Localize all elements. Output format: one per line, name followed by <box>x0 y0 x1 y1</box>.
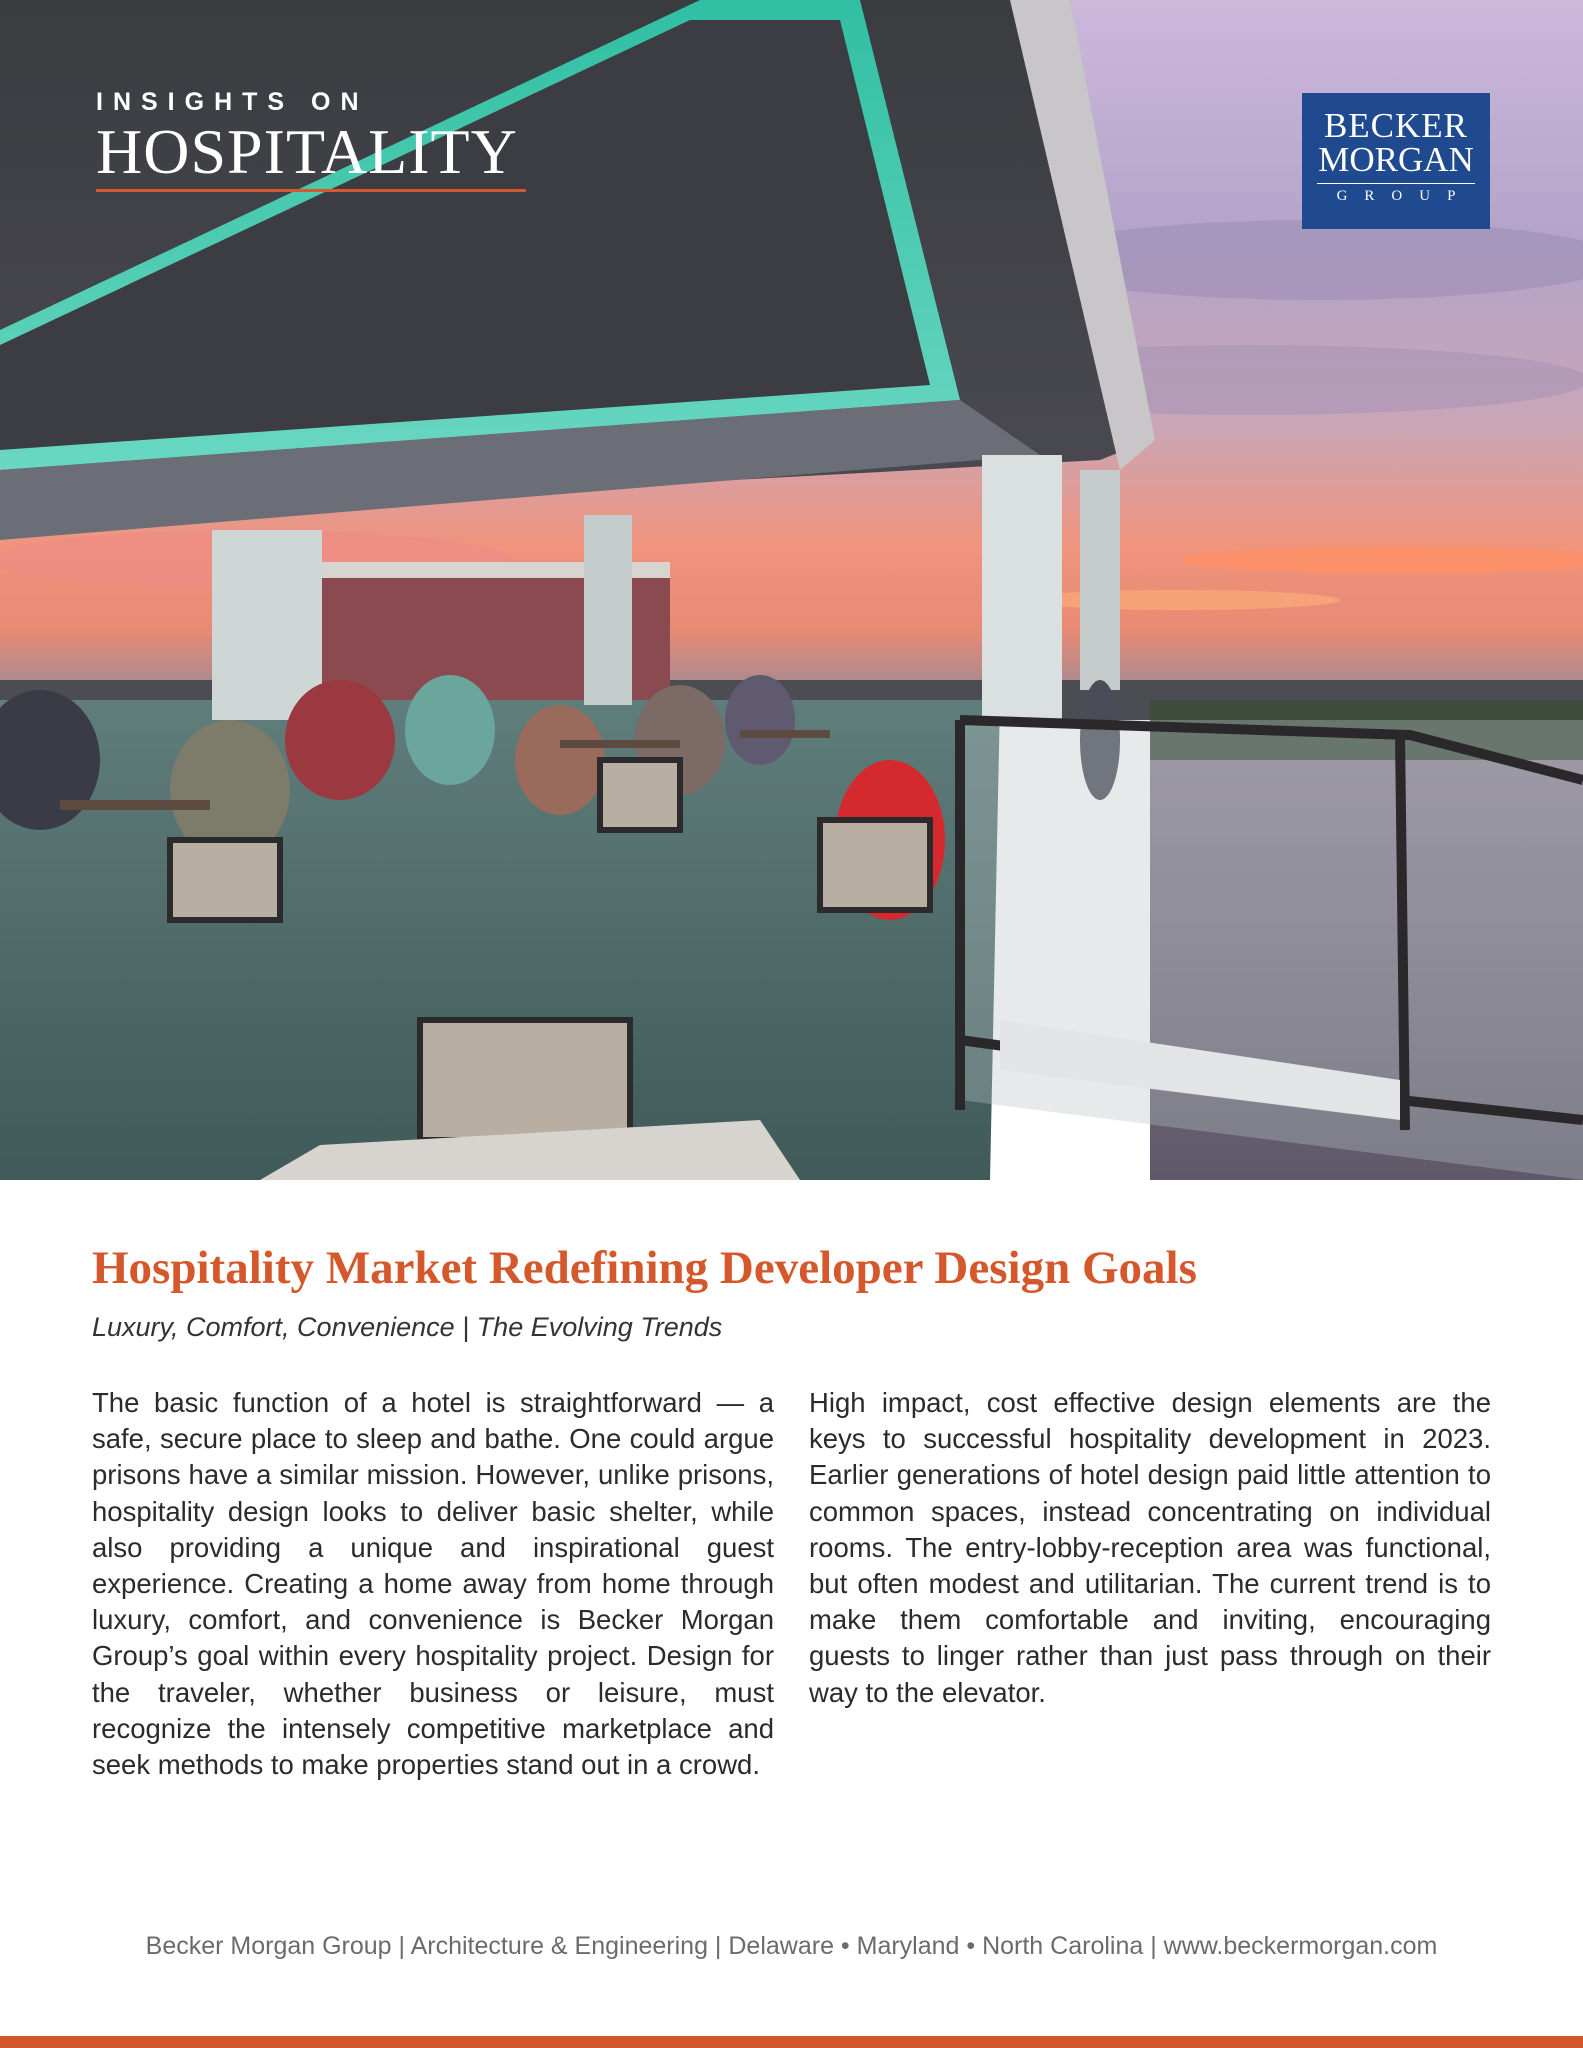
series-underline <box>96 189 526 192</box>
footer-accent-bar <box>0 2036 1583 2048</box>
article-subhead: Luxury, Comfort, Convenience | The Evolving Trends <box>92 1312 723 1342</box>
series-tag <box>96 88 526 192</box>
logo-divider <box>1317 183 1475 184</box>
series-kicker: INSIGHTS ON <box>96 88 369 116</box>
becker-morgan-logo <box>1302 93 1490 229</box>
series-title: HOSPITALITY <box>96 116 518 187</box>
logo-line-3: GROUP <box>1336 188 1473 204</box>
logo-line-2: MORGAN <box>1318 140 1474 179</box>
logo-line-1: BECKER <box>1323 106 1469 145</box>
page-footer: Becker Morgan Group | Architecture & Engineering | Delaware • Maryland • North Carolina | www.beckermorgan.com <box>145 1932 1438 1960</box>
article-column-right: High impact, cost effective design elements are the keys to successful hospitality development in 2023. Earlier generations of hotel design paid little attention to common spaces, instead concentrating on individual rooms. The entry-lobby-reception area was functional, but often modest and utilitarian. The current trend is to make them comfortable and inviting, encouraging guests to linger rather than just pass through on their way to the elevator. <box>809 1387 1491 1708</box>
article-column-left: The basic function of a hotel is straightforward — a safe, secure place to sleep and bathe. One could argue prisons have a similar mission. However, unlike prisons, hospitality design looks to deliver basic shelter, while also providing a unique and inspirational guest experience. Creating a home away from home through luxury, comfort, and convenience is Becker Morgan Group’s goal within every hospitality project. Design for the traveler, whether business or leisure, must recognize the intensely competitive marketplace and seek methods to make properties stand out in a crowd. <box>92 1387 774 1781</box>
article-headline: Hospitality Market Redefining Developer Design Goals <box>92 1242 1197 1294</box>
